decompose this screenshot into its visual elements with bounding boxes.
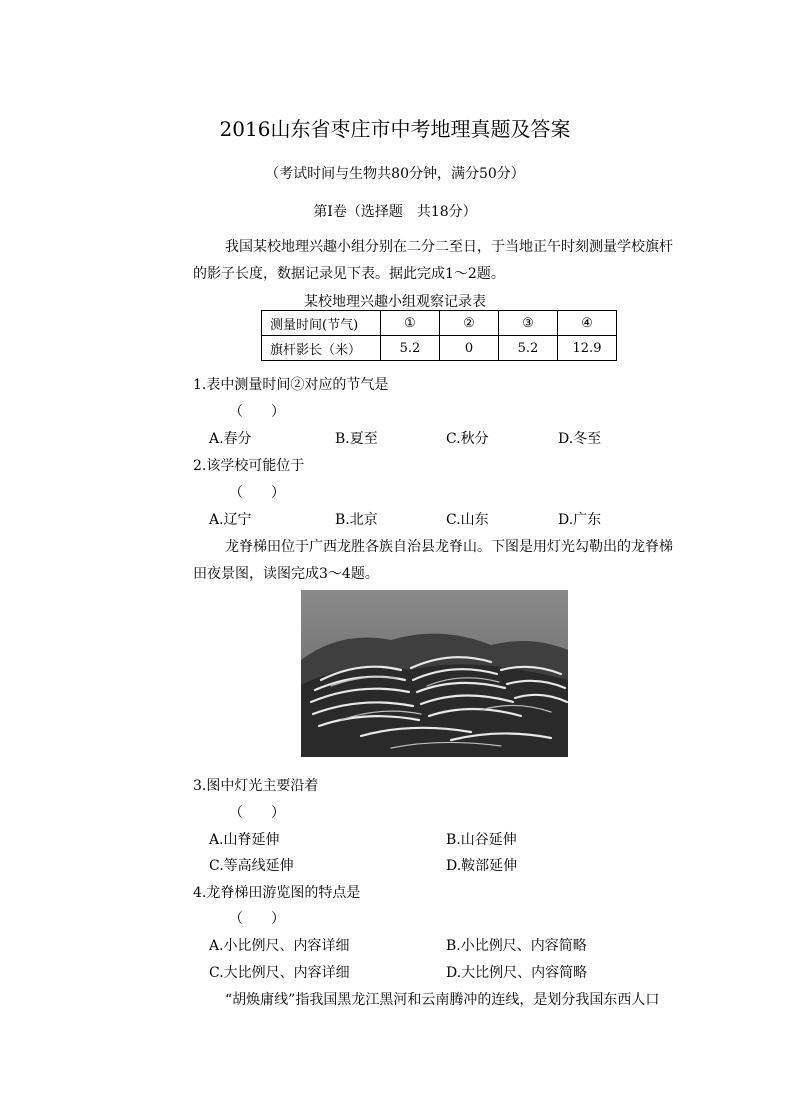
table-cell: ③ [499,311,558,336]
q4-option-b: B.小比例尺、内容简略 [446,938,587,954]
table-cell: ① [381,311,440,336]
question-2-stem: 2.该学校可能位于 [193,458,305,474]
q4-option-a: A.小比例尺、内容详细 [209,938,350,954]
q2-option-b: B.北京 [335,512,378,528]
intro2-line2: 田夜景图，读图完成3～4题。 [193,566,379,582]
question-2-blank: （ ） [229,485,285,501]
question-1-stem: 1.表中测量时间②对应的节气是 [193,377,389,393]
q1-option-b: B.夏至 [335,431,378,447]
q1-option-d: D.冬至 [558,431,602,447]
q3-option-c: C.等高线延伸 [209,858,294,874]
row-header: 旗杆影长（米） [262,336,381,361]
q3-option-a: A.山脊延伸 [209,832,280,848]
table-row [262,311,617,336]
q2-option-a: A.辽宁 [209,512,252,528]
table-caption: 某校地理兴趣小组观察记录表 [304,294,486,310]
table-cell: ② [440,311,499,336]
q4-option-c: C.大比例尺、内容详细 [209,965,350,981]
intro2-line1: 龙脊梯田位于广西龙胜各族自治县龙脊山。下图是用灯光勾勒出的龙脊梯 [225,539,673,555]
section-heading: 第Ⅰ卷（选择题 共18分） [313,204,477,220]
q4-option-d: D.大比例尺、内容简略 [446,965,588,981]
question-4-stem: 4.龙脊梯田游览图的特点是 [193,885,361,901]
table-cell: 0 [440,336,499,361]
record-table [261,310,617,361]
exam-note: （考试时间与生物共80分钟，满分50分） [265,166,525,182]
table-cell: ④ [558,311,617,336]
question-4-blank: （ ） [229,911,285,927]
terrace-night-photo [301,590,568,757]
question-1-blank: （ ） [229,404,285,420]
question-3-stem: 3.图中灯光主要沿着 [193,778,319,794]
q1-option-a: A.春分 [209,431,252,447]
table-row [262,336,617,361]
q3-option-d: D.鞍部延伸 [446,858,518,874]
intro1-line1: 我国某校地理兴趣小组分别在二分二至日，于当地正午时刻测量学校旗杆 [225,239,673,255]
row-header: 测量时间(节气) [262,311,381,336]
intro3-line1: “胡焕庸线”指我国黑龙江黑河和云南腾冲的连线，是划分我国东西人口 [225,992,660,1008]
q2-option-c: C.山东 [446,512,489,528]
question-3-blank: （ ） [229,805,285,821]
intro1-line2: 的影子长度，数据记录见下表。据此完成1～2题。 [193,266,505,282]
table-cell: 5.2 [499,336,558,361]
table-cell: 5.2 [381,336,440,361]
q1-option-c: C.秋分 [446,431,489,447]
q2-option-d: D.广东 [558,512,602,528]
page-title: 2016山东省枣庄市中考地理真题及答案 [219,117,571,141]
table-cell: 12.9 [558,336,617,361]
q3-option-b: B.山谷延伸 [446,832,517,848]
